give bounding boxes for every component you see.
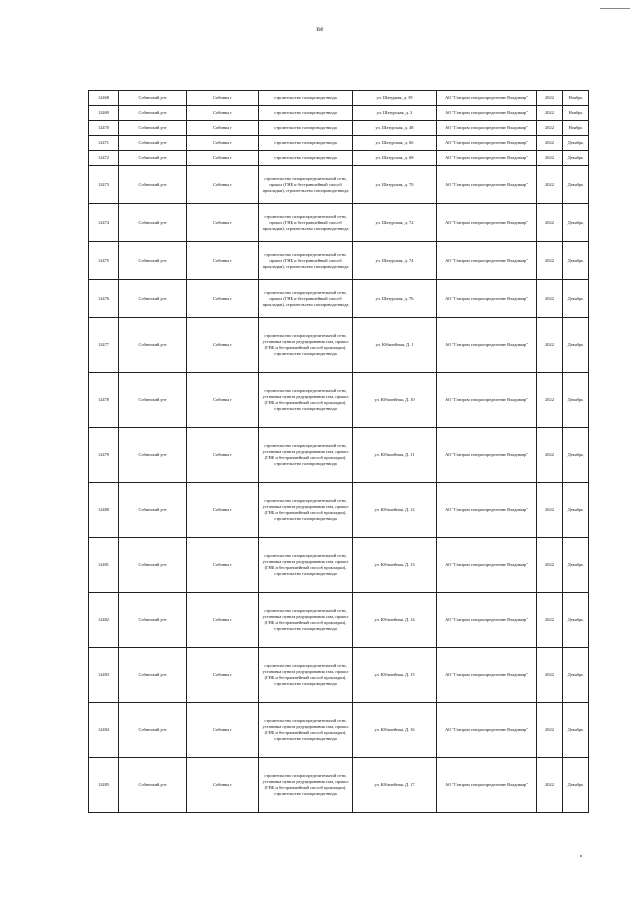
- organization-cell: АО "Газпром газораспределение Владимир": [437, 593, 537, 648]
- month-cell: Декабрь: [563, 538, 589, 593]
- organization-cell: АО "Газпром газораспределение Владимир": [437, 242, 537, 280]
- year-cell: 2022: [537, 318, 563, 373]
- year-cell: 2022: [537, 593, 563, 648]
- month-cell: Декабрь: [563, 428, 589, 483]
- table-row: [89, 373, 589, 428]
- address-cell: ул. Юбилейная, Д. 17: [353, 758, 437, 813]
- district-cell: Собинский р-н: [119, 538, 187, 593]
- month-cell: Ноябрь: [563, 91, 589, 106]
- town-cell: Собинка г: [187, 538, 259, 593]
- town-cell: Собинка г: [187, 428, 259, 483]
- work-description-cell: строительство газопровода-ввода: [259, 91, 353, 106]
- district-cell: Собинский р-н: [119, 703, 187, 758]
- table-row: [89, 593, 589, 648]
- year-cell: 2022: [537, 121, 563, 136]
- row-number-cell: 12480: [89, 483, 119, 538]
- table-row: [89, 151, 589, 166]
- work-description-cell: строительство газопровода-ввода: [259, 136, 353, 151]
- district-cell: Собинский р-н: [119, 280, 187, 318]
- year-cell: 2022: [537, 648, 563, 703]
- town-cell: Собинка г: [187, 166, 259, 204]
- district-cell: Собинский р-н: [119, 318, 187, 373]
- organization-cell: АО "Газпром газораспределение Владимир": [437, 373, 537, 428]
- town-cell: Собинка г: [187, 106, 259, 121]
- organization-cell: АО "Газпром газораспределение Владимир": [437, 428, 537, 483]
- row-number-cell: 12476: [89, 280, 119, 318]
- year-cell: 2022: [537, 106, 563, 121]
- address-cell: ул. Шатурская, д. 74: [353, 242, 437, 280]
- town-cell: Собинка г: [187, 758, 259, 813]
- town-cell: Собинка г: [187, 280, 259, 318]
- town-cell: Собинка г: [187, 242, 259, 280]
- year-cell: 2022: [537, 136, 563, 151]
- table-row: [89, 318, 589, 373]
- organization-cell: АО "Газпром газораспределение Владимир": [437, 318, 537, 373]
- organization-cell: АО "Газпром газораспределение Владимир": [437, 703, 537, 758]
- organization-cell: АО "Газпром газораспределение Владимир": [437, 483, 537, 538]
- work-description-cell: строительство газораспределительной сети, установка пункта редуцирования газа, прокол (ГНБ и бестраншейный способ прокладки), строительство газопровода-ввода: [259, 483, 353, 538]
- table-row: [89, 280, 589, 318]
- address-cell: ул. Шатурская, д. 3: [353, 106, 437, 121]
- work-description-cell: строительство газораспределительной сети, установка пункта редуцирования газа, прокол (ГНБ и бестраншейный способ прокладки), строительство газопровода-ввода: [259, 538, 353, 593]
- organization-cell: АО "Газпром газораспределение Владимир": [437, 758, 537, 813]
- registry-table: [88, 90, 589, 813]
- work-description-cell: строительство газораспределительной сети, установка пункта редуцирования газа, прокол (ГНБ и бестраншейный способ прокладки), строительство газопровода-ввода: [259, 703, 353, 758]
- month-cell: Декабрь: [563, 151, 589, 166]
- table-row: [89, 106, 589, 121]
- address-cell: ул. Юбилейная, Д. 16: [353, 703, 437, 758]
- row-number-cell: 12478: [89, 373, 119, 428]
- table-row: [89, 428, 589, 483]
- row-number-cell: 12475: [89, 242, 119, 280]
- month-cell: Декабрь: [563, 242, 589, 280]
- district-cell: Собинский р-н: [119, 106, 187, 121]
- year-cell: 2022: [537, 91, 563, 106]
- scan-speck: [580, 855, 582, 857]
- year-cell: 2022: [537, 166, 563, 204]
- registry-table-body: [89, 91, 589, 813]
- work-description-cell: строительство газораспределительной сети, прокол (ГНБ и бестраншейный способ прокладки), строительство газопровода-ввода: [259, 242, 353, 280]
- address-cell: ул. Шатурская, д. 48: [353, 121, 437, 136]
- month-cell: Декабрь: [563, 204, 589, 242]
- work-description-cell: строительство газораспределительной сети, установка пункта редуцирования газа, прокол (ГНБ и бестраншейный способ прокладки), строительство газопровода-ввода: [259, 373, 353, 428]
- town-cell: Собинка г: [187, 204, 259, 242]
- town-cell: Собинка г: [187, 703, 259, 758]
- work-description-cell: строительство газопровода-ввода: [259, 106, 353, 121]
- organization-cell: АО "Газпром газораспределение Владимир": [437, 538, 537, 593]
- year-cell: 2022: [537, 373, 563, 428]
- work-description-cell: строительство газораспределительной сети, установка пункта редуцирования газа, прокол (ГНБ и бестраншейный способ прокладки), строительство газопровода-ввода: [259, 648, 353, 703]
- table-row: [89, 703, 589, 758]
- page-number: ne: [316, 25, 324, 33]
- district-cell: Собинский р-н: [119, 242, 187, 280]
- year-cell: 2022: [537, 428, 563, 483]
- address-cell: ул. Юбилейная, Д. 15: [353, 648, 437, 703]
- month-cell: Ноябрь: [563, 121, 589, 136]
- district-cell: Собинский р-н: [119, 648, 187, 703]
- table-row: [89, 538, 589, 593]
- district-cell: Собинский р-н: [119, 204, 187, 242]
- table-row: [89, 121, 589, 136]
- address-cell: ул. Шатуркая, д. 39: [353, 91, 437, 106]
- organization-cell: АО "Газпром газораспределение Владимир": [437, 121, 537, 136]
- town-cell: Собинка г: [187, 136, 259, 151]
- district-cell: Собинский р-н: [119, 593, 187, 648]
- work-description-cell: строительство газораспределительной сети, установка пункта редуцирования газа, прокол (ГНБ и бестраншейный способ прокладки), строительство газопровода-ввода: [259, 758, 353, 813]
- town-cell: Собинка г: [187, 151, 259, 166]
- address-cell: ул. Шатурская, д. 70: [353, 166, 437, 204]
- address-cell: ул. Юбилейная, Д. 10: [353, 373, 437, 428]
- year-cell: 2022: [537, 703, 563, 758]
- work-description-cell: строительство газопровода-ввода: [259, 151, 353, 166]
- year-cell: 2022: [537, 758, 563, 813]
- address-cell: ул. Юбилейная, Д. 12: [353, 483, 437, 538]
- organization-cell: АО "Газпром газораспределение Владимир": [437, 204, 537, 242]
- corner-mark: [600, 8, 630, 9]
- district-cell: Собинский р-н: [119, 373, 187, 428]
- work-description-cell: строительство газораспределительной сети, прокол (ГНБ и бестраншейный способ прокладки), строительство газопровода-ввода: [259, 280, 353, 318]
- work-description-cell: строительство газопровода-ввода: [259, 121, 353, 136]
- row-number-cell: 12479: [89, 428, 119, 483]
- work-description-cell: строительство газораспределительной сети, прокол (ГНБ и бестраншейный способ прокладки), строительство газопровода-ввода: [259, 166, 353, 204]
- row-number-cell: 12477: [89, 318, 119, 373]
- year-cell: 2022: [537, 242, 563, 280]
- month-cell: Декабрь: [563, 703, 589, 758]
- row-number-cell: 12469: [89, 106, 119, 121]
- district-cell: Собинский р-н: [119, 166, 187, 204]
- district-cell: Собинский р-н: [119, 151, 187, 166]
- town-cell: Собинка г: [187, 318, 259, 373]
- year-cell: 2022: [537, 204, 563, 242]
- district-cell: Собинский р-н: [119, 136, 187, 151]
- town-cell: Собинка г: [187, 121, 259, 136]
- row-number-cell: 12484: [89, 703, 119, 758]
- year-cell: 2022: [537, 280, 563, 318]
- month-cell: Декабрь: [563, 136, 589, 151]
- row-number-cell: 12473: [89, 166, 119, 204]
- row-number-cell: 12468: [89, 91, 119, 106]
- address-cell: ул. Шатурская, д. 66: [353, 136, 437, 151]
- organization-cell: АО "Газпром газораспределение Владимир": [437, 91, 537, 106]
- work-description-cell: строительство газораспределительной сети, установка пункта редуцирования газа, прокол (ГНБ и бестраншейный способ прокладки), строительство газопровода-ввода: [259, 318, 353, 373]
- district-cell: Собинский р-н: [119, 428, 187, 483]
- work-description-cell: строительство газораспределительной сети, установка пункта редуцирования газа, прокол (ГНБ и бестраншейный способ прокладки), строительство газопровода-ввода: [259, 593, 353, 648]
- address-cell: ул. Шатурская, д. 72: [353, 204, 437, 242]
- table-row: [89, 242, 589, 280]
- organization-cell: АО "Газпром газораспределение Владимир": [437, 151, 537, 166]
- month-cell: Декабрь: [563, 318, 589, 373]
- year-cell: 2022: [537, 538, 563, 593]
- organization-cell: АО "Газпром газораспределение Владимир": [437, 166, 537, 204]
- town-cell: Собинка г: [187, 91, 259, 106]
- row-number-cell: 12482: [89, 593, 119, 648]
- table-row: [89, 483, 589, 538]
- row-number-cell: 12471: [89, 136, 119, 151]
- month-cell: Декабрь: [563, 593, 589, 648]
- organization-cell: АО "Газпром газораспределение Владимир": [437, 648, 537, 703]
- town-cell: Собинка г: [187, 593, 259, 648]
- month-cell: Декабрь: [563, 373, 589, 428]
- month-cell: Декабрь: [563, 758, 589, 813]
- row-number-cell: 12483: [89, 648, 119, 703]
- address-cell: ул. Шатурская, д. 76: [353, 280, 437, 318]
- address-cell: ул. Юбилейная, Д. 13: [353, 538, 437, 593]
- row-number-cell: 12470: [89, 121, 119, 136]
- district-cell: Собинский р-н: [119, 483, 187, 538]
- district-cell: Собинский р-н: [119, 121, 187, 136]
- month-cell: Декабрь: [563, 483, 589, 538]
- address-cell: ул. Юбилейная, Д. 14: [353, 593, 437, 648]
- organization-cell: АО "Газпром газораспределение Владимир": [437, 106, 537, 121]
- table-row: [89, 136, 589, 151]
- table-row: [89, 166, 589, 204]
- work-description-cell: строительство газораспределительной сети, установка пункта редуцирования газа, прокол (ГНБ и бестраншейный способ прокладки), строительство газопровода-ввода: [259, 428, 353, 483]
- address-cell: ул. Шатурская, д. 68: [353, 151, 437, 166]
- month-cell: Декабрь: [563, 648, 589, 703]
- address-cell: ул. Юбилейная, Д. 1: [353, 318, 437, 373]
- month-cell: Декабрь: [563, 280, 589, 318]
- table-row: [89, 758, 589, 813]
- month-cell: Декабрь: [563, 166, 589, 204]
- district-cell: Собинский р-н: [119, 758, 187, 813]
- town-cell: Собинка г: [187, 648, 259, 703]
- row-number-cell: 12472: [89, 151, 119, 166]
- work-description-cell: строительство газораспределительной сети, прокол (ГНБ и бестраншейный способ прокладки), строительство газопровода-ввода: [259, 204, 353, 242]
- town-cell: Собинка г: [187, 483, 259, 538]
- district-cell: Собинский р-н: [119, 91, 187, 106]
- table-row: [89, 204, 589, 242]
- year-cell: 2022: [537, 151, 563, 166]
- row-number-cell: 12485: [89, 758, 119, 813]
- address-cell: ул. Юбилейная, Д. 11: [353, 428, 437, 483]
- year-cell: 2022: [537, 483, 563, 538]
- town-cell: Собинка г: [187, 373, 259, 428]
- organization-cell: АО "Газпром газораспределение Владимир": [437, 136, 537, 151]
- row-number-cell: 12481: [89, 538, 119, 593]
- table-row: [89, 648, 589, 703]
- organization-cell: АО "Газпром газораспределение Владимир": [437, 280, 537, 318]
- row-number-cell: 12474: [89, 204, 119, 242]
- table-row: [89, 91, 589, 106]
- month-cell: Ноябрь: [563, 106, 589, 121]
